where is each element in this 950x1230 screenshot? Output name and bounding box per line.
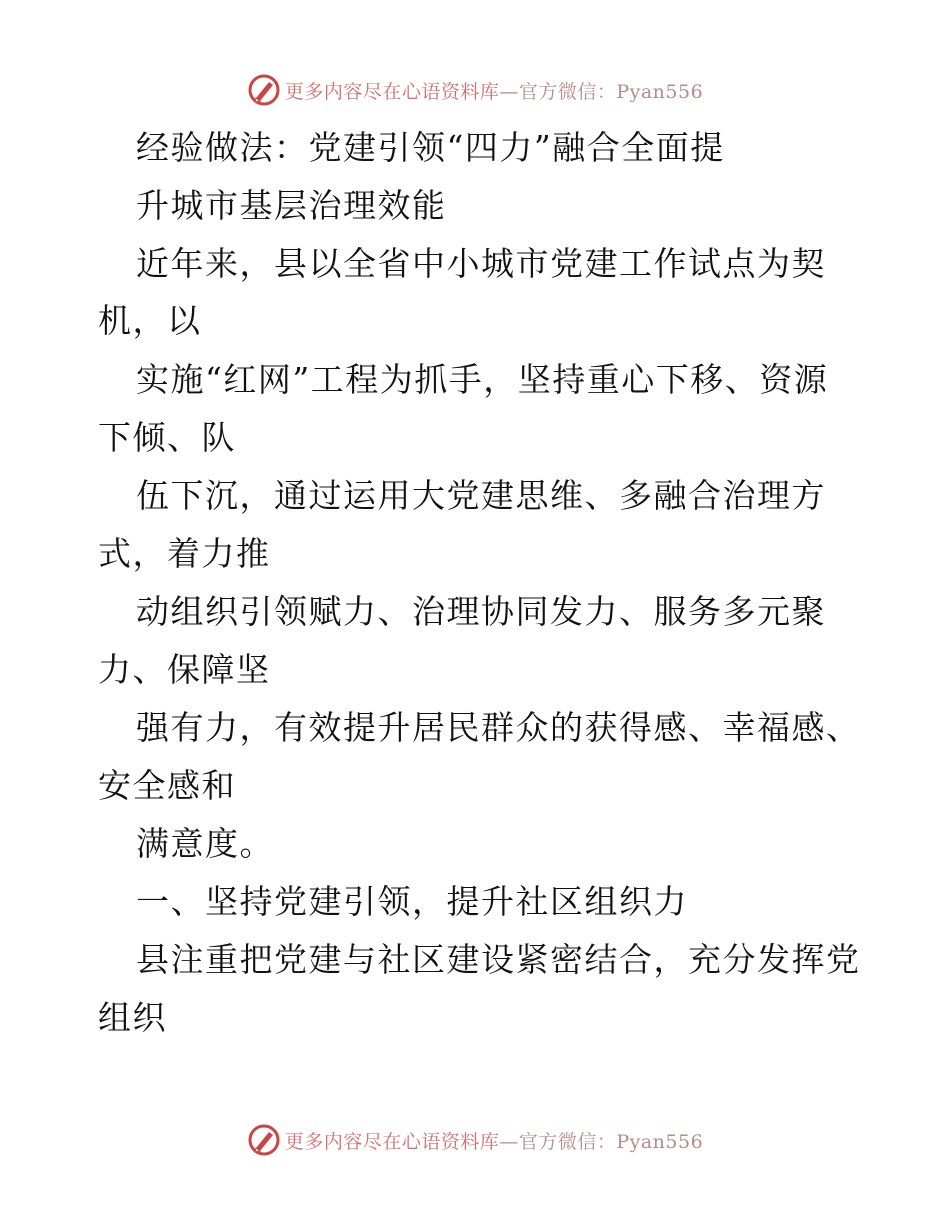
- paragraph-line: 满意度。: [136, 824, 274, 863]
- paragraph-line: 下倾、队: [98, 418, 236, 457]
- document-title-line-2: 升城市基层治理效能: [136, 186, 447, 225]
- paragraph-line: 式，着力推: [98, 534, 271, 573]
- pen-circle-icon: [247, 73, 281, 107]
- paragraph-line: 安全感和: [98, 766, 236, 805]
- footer-watermark: [0, 1120, 950, 1160]
- paragraph-line: 县注重把党建与社区建设紧密结合，充分发挥党: [136, 940, 861, 979]
- paragraph-line: 伍下沉，通过运用大党建思维、多融合治理方: [136, 476, 826, 515]
- paragraph-line: 力、保障坚: [98, 650, 271, 689]
- document-title-line-1: 经验做法：党建引领“四力”融合全面提: [136, 128, 725, 167]
- header-watermark: [0, 70, 950, 110]
- paragraph-line: 组织: [98, 998, 167, 1037]
- section-heading: 一、坚持党建引领，提升社区组织力: [136, 882, 688, 921]
- pen-circle-icon: [247, 1123, 281, 1157]
- paragraph-line: 实施“红网”工程为抓手，坚持重心下移、资源: [136, 360, 829, 399]
- watermark-text: 更多内容尽在心语资料库—官方微信：Pyan556: [284, 1130, 704, 1153]
- paragraph-line: 近年来，县以全省中小城市党建工作试点为契: [136, 244, 826, 283]
- paragraph-line: 机，以: [98, 301, 202, 340]
- paragraph-line: 强有力，有效提升居民群众的获得感、幸福感、: [136, 708, 861, 747]
- watermark-text: 更多内容尽在心语资料库—官方微信：Pyan556: [284, 80, 704, 103]
- paragraph-line: 动组织引领赋力、治理协同发力、服务多元聚: [136, 592, 826, 631]
